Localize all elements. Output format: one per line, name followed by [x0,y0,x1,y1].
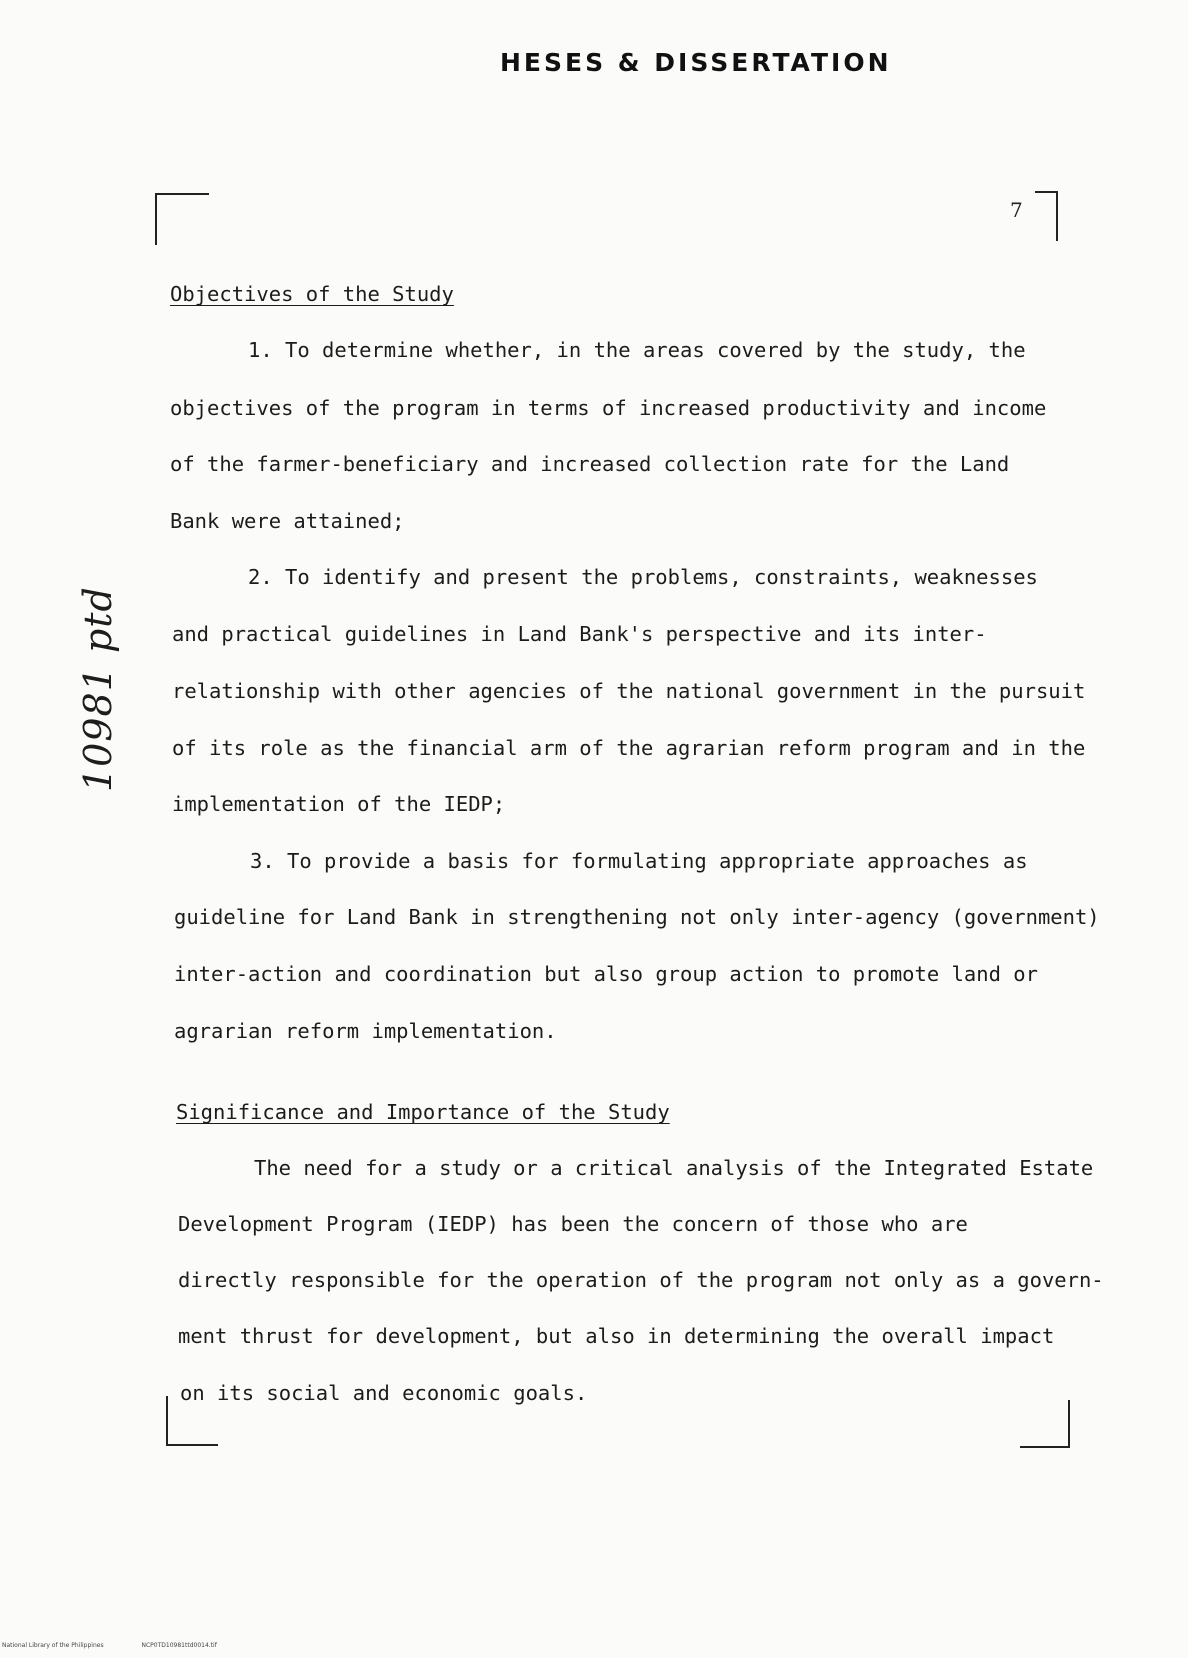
paragraph-line: of the farmer-beneficiary and increased collection rate for the Land [170,452,1010,476]
paragraph-line: 3. To provide a basis for formulating appropriate approaches as [250,849,1028,873]
crop-mark-bottom-right-horizontal [1020,1446,1070,1448]
paragraph-line: inter-action and coordination but also group action to promote land or [174,962,1038,986]
paragraph-line: 1. To determine whether, in the areas covered by the study, the [248,338,1026,362]
crop-mark-bottom-left-vertical [166,1396,168,1446]
crop-mark-top-right-horizontal [1035,191,1058,193]
paragraph-line: on its social and economic goals. [180,1381,588,1405]
theses-dissertation-stamp: HESES & DISSERTATION [500,48,892,77]
footer-file-id: NCP0TD10981ttd0014.tif [141,1642,217,1649]
paragraph-line: Bank were attained; [170,509,405,533]
page-number: 7 [1010,198,1023,222]
paragraph-line: 2. To identify and present the problems, constraints, weaknesses [248,565,1038,589]
paragraph-line: objectives of the program in terms of increased productivity and income [170,396,1047,420]
section-heading-significance: Significance and Importance of the Study [176,1100,670,1124]
paragraph-line: implementation of the IEDP; [172,792,506,816]
section-heading-objectives: Objectives of the Study [170,282,454,306]
paragraph-line: Development Program (IEDP) has been the concern of those who are [178,1212,968,1236]
crop-mark-top-right-vertical [1056,191,1058,241]
footer-library: National Library of the Philippines [2,1642,104,1649]
crop-mark-bottom-right-vertical [1068,1400,1070,1448]
crop-mark-top-left-vertical [155,193,157,245]
paragraph-line: directly responsible for the operation of the program not only as a govern- [178,1268,1104,1292]
paragraph-line: agrarian reform implementation. [174,1019,557,1043]
paragraph-line: relationship with other agencies of the national government in the pursuit [172,679,1086,703]
paragraph-line: guideline for Land Bank in strengthening not only inter-agency (government) [174,905,1100,929]
paragraph-line: of its role as the financial arm of the agrarian reform program and in the [172,736,1086,760]
crop-mark-top-left-horizontal [155,193,209,195]
paragraph-line: ment thrust for development, but also in determining the overall impact [178,1324,1055,1348]
crop-mark-bottom-left-horizontal [166,1444,218,1446]
paragraph-line: and practical guidelines in Land Bank's perspective and its inter- [172,622,987,646]
paragraph-line: The need for a study or a critical analysis of the Integrated Estate [254,1156,1094,1180]
scan-footer [2,1642,253,1649]
handwritten-accession-note: 10981 ptd [76,586,120,792]
